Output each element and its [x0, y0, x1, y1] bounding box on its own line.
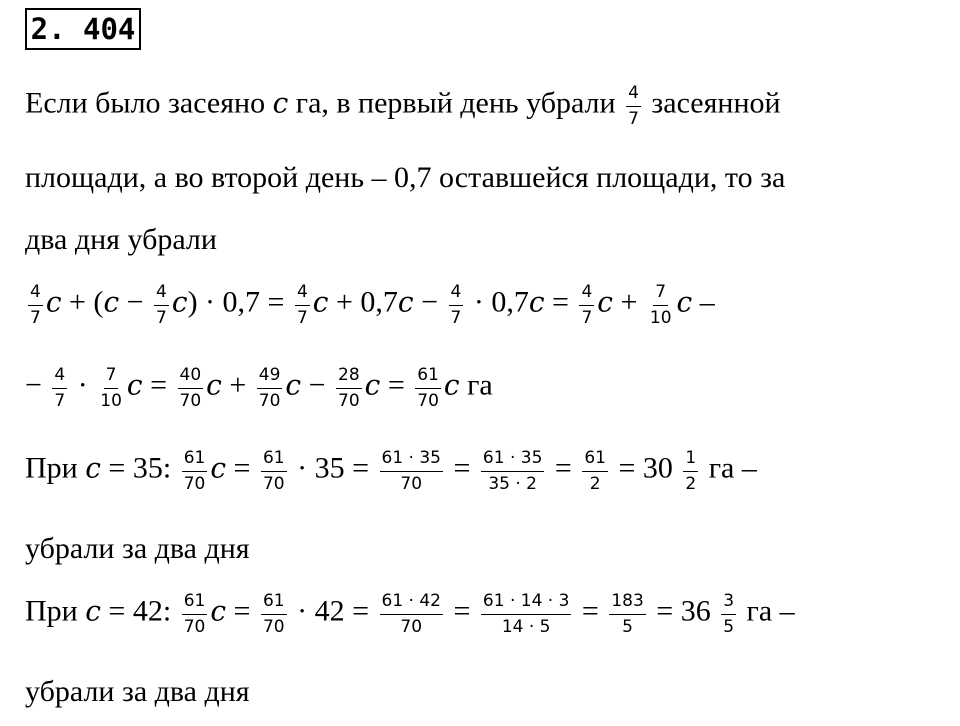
- equation-line-1: $\frac{4}{7}$ c + (c − $\frac{4}{7}$ c) · 0,7 = $\frac{4}{7}$ c + 0,7c − $\frac{4}{7}$ · 0,7c = $\frac{4}{7}$ c + $\frac{7}{10}$ c –: [30, 282, 715, 328]
- text-line-result-2: убрали за два дня: [25, 675, 250, 708]
- text-line-1: Если было засеяно c га, в первый день убрали $\frac{4}{7}$ засеянной: [25, 83, 781, 129]
- text-line-result-1: убрали за два дня: [25, 532, 250, 565]
- task-number: 2. 404: [25, 8, 141, 50]
- text-line-3: два дня убрали: [25, 223, 217, 256]
- text-line-2: площади, а во второй день – 0,7 оставшейся площади, то за: [25, 161, 786, 194]
- case-c-35: При c = 35: $\frac{61}{70}$ c = $\frac{61}{70}$ · 35 = $\frac{61 \cdot 35}{70}$ = $\frac{61 \cdot 35}{35 \cdot 2}$ = $\frac{61}{2}$ = 30 $\frac{1}{2}$ га –: [25, 448, 757, 494]
- equation-line-2: − $\frac{4}{7}$ · $\frac{7}{10}$ c = $\frac{40}{70}$ c + $\frac{49}{70}$ c − $\frac{28}{70}$ c = $\frac{61}{70}$ c га: [25, 365, 493, 411]
- case-c-42: При c = 42: $\frac{61}{70}$ c = $\frac{61}{70}$ · 42 = $\frac{61 \cdot 42}{70}$ = $\frac{61 \cdot 14 \cdot 3}{14 \cdot 5}$ = $\frac{183}{5}$ = 36 $\frac{3}{5}$ га –: [25, 591, 795, 637]
- fraction-4-7: $\frac{4}{7}$: [628, 83, 639, 129]
